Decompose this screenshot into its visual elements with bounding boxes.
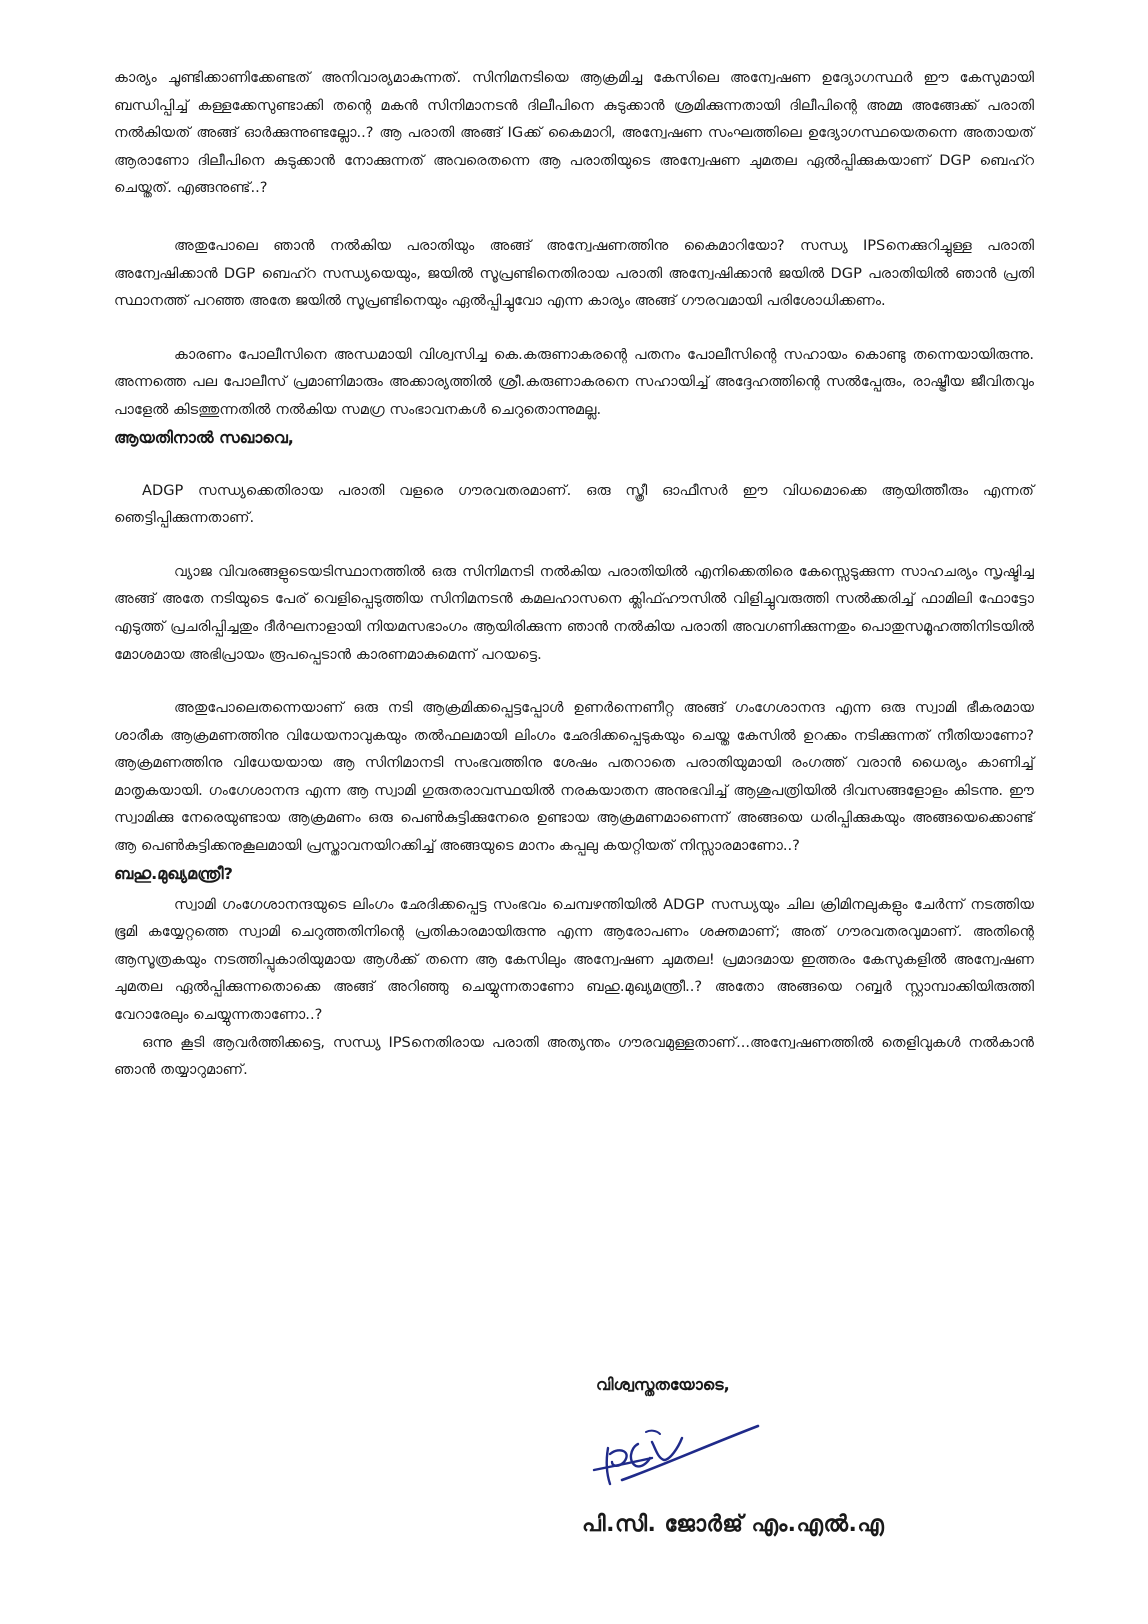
closing-text: വിശ്വസ്തതയോടെ, <box>596 1375 730 1394</box>
paragraph-6: അതുപോലെതന്നെയാണ് ഒരു നടി ആക്രമിക്കപ്പെട്ടപ്പോൾ ഉണർന്നെണീറ്റ അങ്ങ് ഗംഗേശാനന്ദ എന്ന ഒരു സ്വാമി ഭീകരമായ ശാരീക ആക്രമണത്തിനു വിധേയനാവുകയും തൽഫലമായി ലിംഗം ഛേദിക്കപ്പെടുകയും ചെയ്ത കേസിൽ ഉറക്കം നടിക്കുന്നത് നീതിയാണോ? ആക്രമണത്തിനു വിധേയയായ ആ സിനിമാനടി സംഭവത്തിനു ശേഷം പതറാതെ പരാതിയുമായി രംഗത്ത് വരാൻ ധൈര്യം കാണിച്ച് മാതൃകയായി. ഗംഗേശാനന്ദ എന്ന ആ സ്വാമി ഗുരുതരാവസ്ഥയിൽ നരകയാതന അനുഭവിച്ച് ആശുപത്രിയിൽ ദിവസങ്ങളോളം കിടന്നു. ഈ സ്വാമിക്കു നേരെയുണ്ടായ ആക്രമണം ഒരു പെൺകുട്ടിക്കുനേരെ ഉണ്ടായ ആക്രമണമാണെന്ന് അങ്ങയെ ധരിപ്പിക്കുകയും അങ്ങയെക്കൊണ്ട് ആ പെൺകുട്ടിക്കനുകൂലമായി പ്രസ്താവനയിറക്കിച്ച് അങ്ങയുടെ മാനം കപ്പലു കയറ്റിയത് നിസ്സാരമാണോ..? <box>114 699 1034 855</box>
paragraph-8: ഒന്നു കൂടി ആവർത്തിക്കട്ടെ, സന്ധ്യ IPSനെതിരായ പരാതി അത്യന്തം ഗൗരവമുള്ളതാണ്...അന്വേഷണത്തിൽ തെളിവുകൾ നൽകാൻ ഞാൻ തയ്യാറുമാണ്. <box>114 1033 1034 1079</box>
signatory-name: പി.സി. ജോർജ് എം.എൽ.എ <box>582 1512 885 1537</box>
heading-salutation: ആയതിനാൽ സഖാവെ, <box>114 427 294 447</box>
paragraph-4: ADGP സന്ധ്യക്കെതിരായ പരാതി വളരെ ഗൗരവതരമാണ്. ഒരു സ്ത്രീ ഓഫീസർ ഈ വിധമൊക്കെ ആയിത്തീരും എന്നത് ഞെട്ടിപ്പിക്കുന്നതാണ്. <box>114 481 1034 527</box>
paragraph-2: അതുപോലെ ഞാൻ നൽകിയ പരാതിയും അങ്ങ് അന്വേഷണത്തിനു കൈമാറിയോ? സന്ധ്യ IPSനെക്കുറിച്ചുള്ള പരാതി അന്വേഷിക്കാൻ DGP ബെഹ്റ സന്ധ്യയെയും, ജയിൽ സൂപ്രണ്ടിനെതിരായ പരാതി അന്വേഷിക്കാൻ ജയിൽ DGP പരാതിയിൽ ഞാൻ പ്രതി സ്ഥാനത്ത് പറഞ്ഞ അതേ ജയിൽ സൂപ്രണ്ടിനെയും ഏൽപ്പിച്ചുവോ എന്ന കാര്യം അങ്ങ് ഗൗരവമായി പരിശോധിക്കണം. <box>114 236 1034 310</box>
heading-chief-minister: ബഹു.മുഖ്യമന്ത്രീ? <box>114 863 233 883</box>
paragraph-7: സ്വാമി ഗംഗേശാനന്ദയുടെ ലിംഗം ഛേദിക്കപ്പെട്ട സംഭവം ചെമ്പഴന്തിയിൽ ADGP സന്ധ്യയും ചില ക്രിമിനലുകളും ചേർന്ന് നടത്തിയ ഭൂമി കയ്യേറ്റത്തെ സ്വാമി ചെറുത്തതിനിന്റെ പ്രതികാരമായിരുന്നു എന്ന ആരോപണം ശക്തമാണ്; അത് ഗൗരവതരവുമാണ്. അതിന്റെ ആസൂത്രകയും നടത്തിപ്പുകാരിയുമായ ആൾക്ക് തന്നെ ആ കേസിലും അന്വേഷണ ചുമതല! പ്രമാദമായ ഇത്തരം കേസുകളിൽ അന്വേഷണ ചുമതല ഏൽപ്പിക്കുന്നതൊക്കെ അങ്ങ് അറിഞ്ഞു ചെയ്യുന്നതാണോ ബഹു.മുഖ്യമന്ത്രീ..? അതോ അങ്ങയെ റബ്ബർ സ്റ്റാമ്പാക്കിയിരുത്തി വേറാരേലും ചെയ്യുന്നതാണോ..? <box>114 895 1034 1024</box>
signature-image <box>586 1408 766 1508</box>
paragraph-1: കാര്യം ചൂണ്ടിക്കാണിക്കേണ്ടത് അനിവാര്യമാകുന്നത്. സിനിമനടിയെ ആക്രമിച്ച കേസിലെ അന്വേഷണ ഉദ്യോഗസ്ഥർ ഈ കേസുമായി ബന്ധിപ്പിച്ച് കള്ളക്കേസുണ്ടാക്കി തന്റെ മകൻ സിനിമാനടൻ ദിലീപിനെ കുടുക്കാൻ ശ്രമിക്കുന്നതായി ദിലീപിന്റെ അമ്മ അങ്ങേക്ക് പരാതി നൽകിയത് അങ്ങ് ഓർക്കുന്നുണ്ടല്ലോ..? ആ പരാതി അങ്ങ് IGക്ക് കൈമാറി, അന്വേഷണ സംഘത്തിലെ ഉദ്യോഗസ്ഥയെതന്നെ അതായത് ആരാണോ ദിലീപിനെ കുടുക്കാൻ നോക്കുന്നത് അവരെതന്നെ ആ പരാതിയുടെ അന്വേഷണ ചുമതല ഏൽപ്പിക്കുകയാണ് DGP ബെഹ്റ ചെയ്തത്. എങ്ങനുണ്ട്..? <box>114 69 1034 197</box>
paragraph-5: വ്യാജ വിവരങ്ങളുടെയടിസ്ഥാനത്തിൽ ഒരു സിനിമനടി നൽകിയ പരാതിയിൽ എനിക്കെതിരെ കേസ്സെടുക്കുന്ന സാഹചര്യം സൃഷ്ടിച്ച അങ്ങ് അതേ നടിയുടെ പേര് വെളിപ്പെടുത്തിയ സിനിമനടൻ കമലഹാസനെ ക്ലിഫ്ഹൗസിൽ വിളിച്ചുവരുത്തി സൽക്കരിച്ച് ഫാമിലി ഫോട്ടോ എടുത്ത് പ്രചരിപ്പിച്ചതും ദീർഘനാളായി നിയമസഭാംഗം ആയിരിക്കുന്ന ഞാൻ നൽകിയ പരാതി അവഗണിക്കുന്നതും പൊതുസമൂഹത്തിനിടയിൽ മോശമായ അഭിപ്രായം രൂപപ്പെടാൻ കാരണമാകുമെന്ന് പറയട്ടെ. <box>114 562 1034 663</box>
paragraph-3: കാരണം പോലീസിനെ അന്ധമായി വിശ്വസിച്ച കെ.കരുണാകരന്റെ പതനം പോലീസിന്റെ സഹായം കൊണ്ടു തന്നെയായിരുന്നു. അന്നത്തെ പല പോലീസ് പ്രമാണിമാരും അക്കാര്യത്തിൽ ശ്രീ.കരുണാകരനെ സഹായിച്ച് അദ്ദേഹത്തിന്റെ സൽപ്പേരും, രാഷ്ട്രീയ ജീവിതവും പാളേൽ കിടത്തുന്നതിൽ നൽകിയ സമഗ്ര സംഭാവനകൾ ചെറുതൊന്നുമല്ല. <box>114 345 1034 418</box>
